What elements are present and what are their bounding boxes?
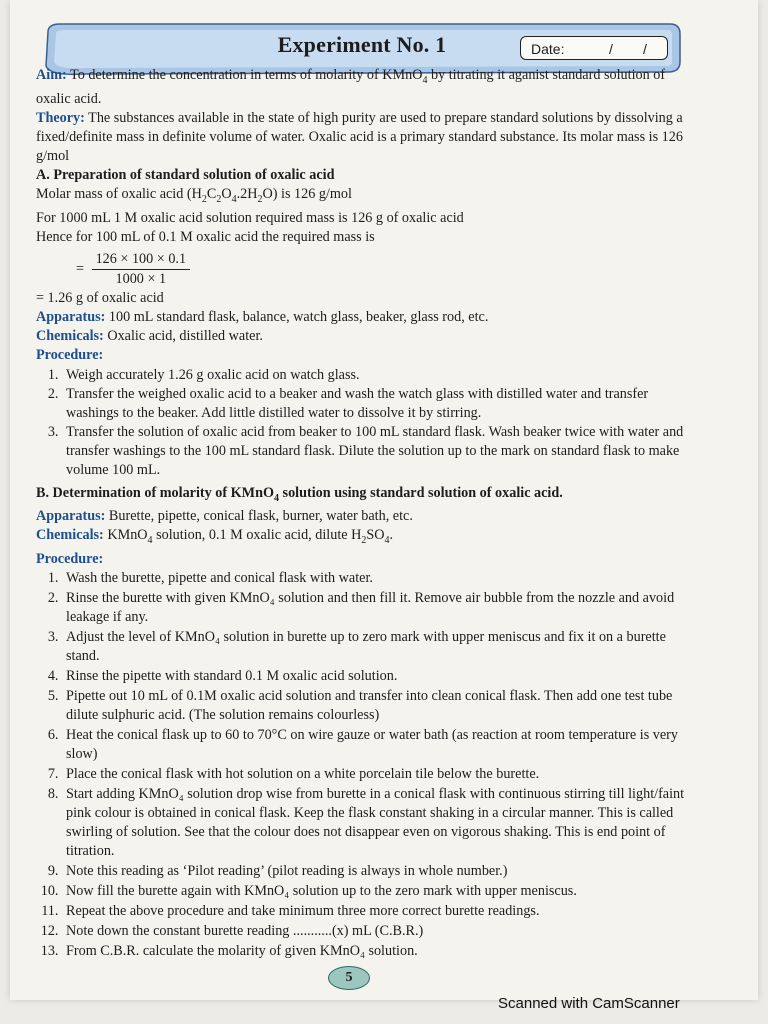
- molar-mass-line: Molar mass of oxalic acid $(H_2C_2O_4.2H_2O)$ is 126 g/mol: [36, 185, 352, 205]
- date-separator: /: [643, 41, 647, 57]
- aim-paragraph: Aim: To determine the concentration in terms of molarity of KMnO$_4$ by titrating it aganist standard solution of oxalic acid.: [36, 67, 666, 107]
- date-field: [520, 36, 668, 60]
- chemicals-label: Chemicals:: [36, 327, 104, 344]
- section-b-heading: B. Determination of molarity of KMnO$_4$ solution using standard solution of oxalic acid.: [36, 484, 563, 504]
- apparatus-a-line: Apparatus: 100 mL standard flask, balance, watch glass, beaker, glass rod, etc.: [36, 308, 489, 325]
- chemicals-b-line: Chemicals: KMnO$_4$ solution, 0.1 M oxalic acid, dilute $H_2SO_4$.: [36, 527, 394, 547]
- page-number: 5: [328, 966, 370, 990]
- equals-sign: =: [76, 260, 85, 277]
- apparatus-label: Apparatus:: [36, 508, 106, 525]
- list-item: 10. Now fill the burette again with KMnO₄ solution up to the zero mark with upper meniscus.: [62, 882, 686, 901]
- chemicals-a-line: Chemicals: Oxalic acid, distilled water.: [36, 327, 263, 344]
- list-item: 12. Note down the constant burette reading ...........(x) mL (C.B.R.): [62, 922, 686, 941]
- list-item: 1. Weigh accurately 1.26 g oxalic acid on watch glass.: [62, 366, 686, 385]
- procedure-a-label: Procedure:: [36, 346, 104, 363]
- fraction: [92, 250, 191, 289]
- result-line: = 1.26 g of oxalic acid: [36, 289, 164, 306]
- theory-label: Theory:: [36, 109, 85, 126]
- apparatus-label: Apparatus:: [36, 308, 106, 325]
- theory-paragraph: Theory: The substances available in the state of high purity are used to prepare standard solutions by dissolving a fixed/definite mass in definite volume of water. Oxalic acid is a primary standard substance. Its molar mass is 126 g/mol: [36, 109, 683, 164]
- mass-formula: [76, 250, 686, 289]
- aim-label: Aim:: [36, 67, 67, 83]
- chemicals-label: Chemicals:: [36, 527, 104, 544]
- numerator: 126 × 100 × 0.1: [92, 250, 191, 270]
- date-label: Date:: [531, 41, 565, 57]
- document-page: [10, 0, 758, 1000]
- section-a-heading: A. Preparation of standard solution of oxalic acid: [36, 166, 335, 183]
- document-body: [36, 66, 686, 962]
- scanner-watermark: Scanned with CamScanner: [498, 995, 680, 1012]
- procedure-a-list: [36, 366, 686, 480]
- list-item: 9. Note this reading as ‘Pilot reading’ (pilot reading is always in whole number.): [62, 862, 686, 881]
- list-item: 2. Rinse the burette with given KMnO₄ solution and then fill it. Remove air bubble from the nozzle and avoid leakage if any.: [62, 589, 686, 627]
- list-item: 8. Start adding KMnO₄ solution drop wise from burette in a conical flask with continuous stirring till light/faint pink colour is obtained in conical flask. Keep the flask constant shaking in a circular manner. This is called swirling of solution. See that the colour does not disappear even on vigorous shaking. This is end point of titration.: [62, 785, 686, 861]
- procedure-b-list: [36, 569, 686, 961]
- list-item: 11. Repeat the above procedure and take minimum three more correct burette readings.: [62, 902, 686, 921]
- list-item: 2. Transfer the weighed oxalic acid to a beaker and wash the watch glass with distilled water and transfer washings to the beaker. Add little distilled water to dissolve it by stirring.: [62, 385, 686, 423]
- apparatus-b-line: Apparatus: Burette, pipette, conical flask, burner, water bath, etc.: [36, 508, 413, 525]
- list-item: 1. Wash the burette, pipette and conical flask with water.: [62, 569, 686, 588]
- hence-line: Hence for 100 mL of 0.1 M oxalic acid the required mass is: [36, 228, 375, 245]
- required-mass-line: For 1000 mL 1 M oxalic acid solution required mass is 126 g of oxalic acid: [36, 209, 464, 226]
- list-item: 13. From C.B.R. calculate the molarity of given KMnO₄ solution.: [62, 942, 686, 961]
- list-item: 4. Rinse the pipette with standard 0.1 M oxalic acid solution.: [62, 667, 686, 686]
- list-item: 3. Adjust the level of KMnO₄ solution in burette up to zero mark with upper meniscus and fix it on a burette stand.: [62, 628, 686, 666]
- list-item: 6. Heat the conical flask up to 60 to 70°C on wire gauze or water bath (as reaction at room temperature is very slow): [62, 726, 686, 764]
- procedure-b-label: Procedure:: [36, 551, 104, 568]
- list-item: 5. Pipette out 10 mL of 0.1M oxalic acid solution and transfer into clean conical flask. Then add one test tube dilute sulphuric acid. (The solution remains colourless): [62, 687, 686, 725]
- list-item: 3. Transfer the solution of oxalic acid from beaker to 100 mL standard flask. Wash beaker twice with water and transfer washings to the 100 mL standard flask. Dilute the solution up to the mark on standard flask to make volume 100 mL.: [62, 423, 686, 480]
- denominator: 1000 × 1: [115, 270, 167, 287]
- page-title: Experiment No. 1: [277, 32, 447, 57]
- date-separator: /: [609, 41, 613, 57]
- list-item: 7. Place the conical flask with hot solution on a white porcelain tile below the burette.: [62, 765, 686, 784]
